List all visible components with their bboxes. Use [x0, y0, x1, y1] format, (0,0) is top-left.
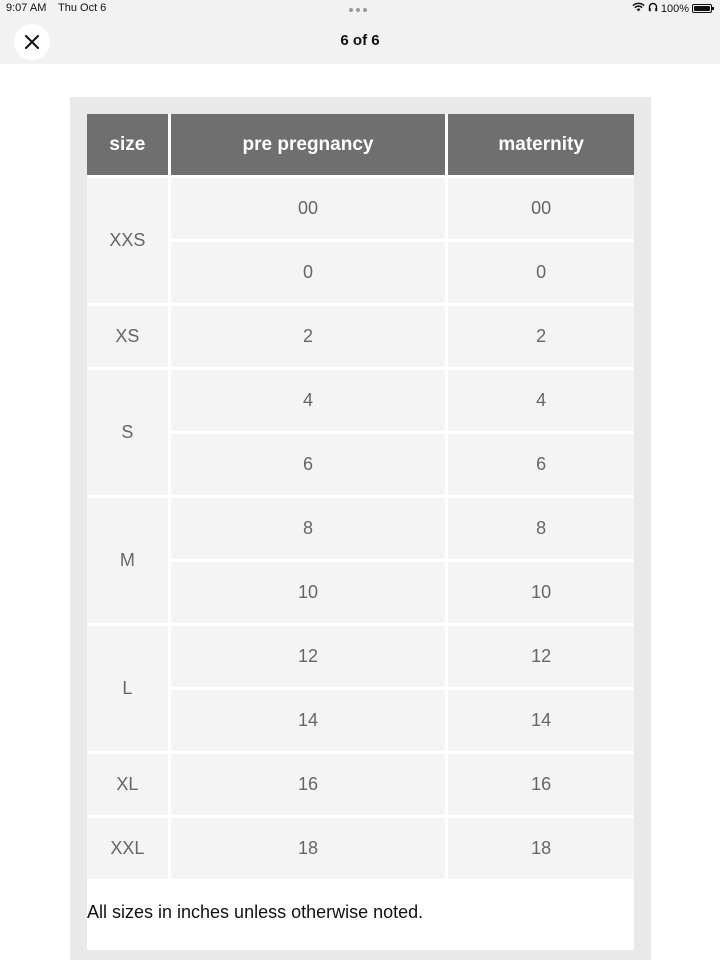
- pre-pregnancy-cell: 10: [171, 562, 446, 623]
- maternity-cell: 14: [448, 690, 634, 751]
- status-time: 9:07 AM: [6, 2, 47, 14]
- table-row: [87, 626, 634, 687]
- headphones-icon: [648, 2, 658, 15]
- pre-pregnancy-cell: 8: [171, 498, 446, 559]
- maternity-cell: 00: [448, 178, 634, 239]
- battery-percent: 100%: [660, 2, 689, 15]
- size-cell: XXL: [87, 818, 168, 879]
- size-cell: XS: [87, 306, 168, 367]
- table-row: [87, 562, 634, 623]
- maternity-cell: 0: [448, 242, 634, 303]
- size-table: [84, 111, 637, 882]
- pre-pregnancy-cell: 18: [171, 818, 446, 879]
- size-chart-footnote: All sizes in inches unless otherwise noted.: [87, 902, 424, 922]
- table-row: [87, 690, 634, 751]
- table-row: [87, 306, 634, 367]
- size-cell: M: [87, 498, 168, 623]
- maternity-cell: 18: [448, 818, 634, 879]
- table-row: [87, 370, 634, 431]
- size-chart-panel: [87, 114, 634, 950]
- header-pre-pregnancy: pre pregnancy: [171, 114, 446, 175]
- size-cell: XXS: [87, 178, 168, 303]
- pre-pregnancy-cell: 12: [171, 626, 446, 687]
- maternity-cell: 12: [448, 626, 634, 687]
- table-row: [87, 434, 634, 495]
- pre-pregnancy-cell: 14: [171, 690, 446, 751]
- maternity-cell: 6: [448, 434, 634, 495]
- maternity-cell: 8: [448, 498, 634, 559]
- size-cell: XL: [87, 754, 168, 815]
- table-header-row: [87, 114, 634, 175]
- header-maternity: maternity: [448, 114, 634, 175]
- pre-pregnancy-cell: 16: [171, 754, 446, 815]
- table-row: [87, 242, 634, 303]
- multitasking-dots-icon[interactable]: [349, 3, 371, 13]
- page-counter: 6 of 6: [340, 32, 380, 49]
- pre-pregnancy-cell: 4: [171, 370, 446, 431]
- status-bar: [0, 0, 720, 18]
- status-date: Thu Oct 6: [58, 2, 107, 14]
- size-chart-image: [70, 97, 651, 960]
- maternity-cell: 4: [448, 370, 634, 431]
- table-row: [87, 498, 634, 559]
- pre-pregnancy-cell: 00: [171, 178, 446, 239]
- size-cell: L: [87, 626, 168, 751]
- table-row: [87, 754, 634, 815]
- pre-pregnancy-cell: 6: [171, 434, 446, 495]
- battery-icon: [692, 4, 712, 13]
- header-size: size: [87, 114, 168, 175]
- pre-pregnancy-cell: 2: [171, 306, 446, 367]
- table-row: [87, 818, 634, 879]
- viewer-header: [0, 18, 720, 64]
- status-right: [632, 2, 712, 15]
- table-row: [87, 178, 634, 239]
- maternity-cell: 2: [448, 306, 634, 367]
- pre-pregnancy-cell: 0: [171, 242, 446, 303]
- maternity-cell: 10: [448, 562, 634, 623]
- maternity-cell: 16: [448, 754, 634, 815]
- wifi-icon: [632, 2, 645, 15]
- size-cell: S: [87, 370, 168, 495]
